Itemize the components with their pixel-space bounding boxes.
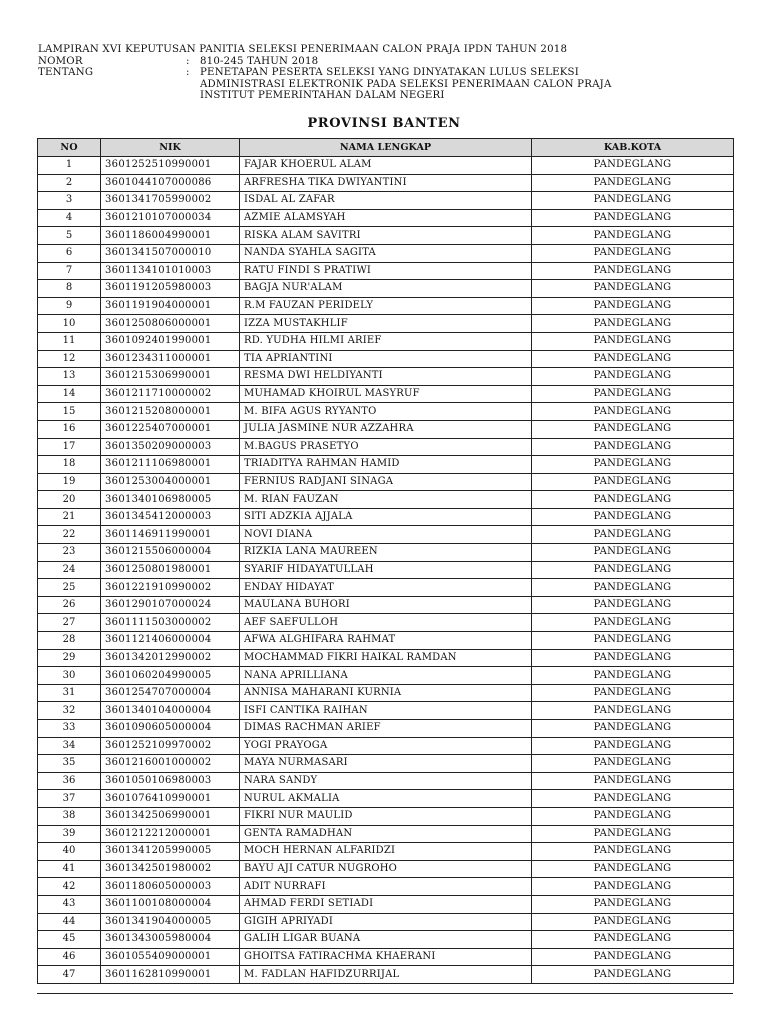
row-kab-kota: PANDEGLANG <box>532 297 734 315</box>
row-nama-lengkap: SITI ADZKIA AJJALA <box>240 508 532 526</box>
row-nama-lengkap: YOGI PRAYOGA <box>240 737 532 755</box>
row-kab-kota: PANDEGLANG <box>532 473 734 491</box>
table-row <box>38 878 734 896</box>
column-header-nama-lengkap: NAMA LENGKAP <box>240 139 532 157</box>
row-number: 27 <box>38 614 101 632</box>
row-nama-lengkap: ANNISA MAHARANI KURNIA <box>240 684 532 702</box>
row-nik: 3601341205990005 <box>101 843 240 861</box>
row-nik: 3601345412000003 <box>101 508 240 526</box>
header-nomor-colon: : <box>186 55 190 67</box>
row-nama-lengkap: MAYA NURMASARI <box>240 755 532 773</box>
row-kab-kota: PANDEGLANG <box>532 456 734 474</box>
row-nik: 3601060204990005 <box>101 667 240 685</box>
row-nama-lengkap: ISDAL AL ZAFAR <box>240 192 532 210</box>
row-nik: 3601186004990001 <box>101 227 240 245</box>
row-number: 12 <box>38 350 101 368</box>
row-kab-kota: PANDEGLANG <box>532 561 734 579</box>
row-nama-lengkap: MAULANA BUHORI <box>240 596 532 614</box>
row-nama-lengkap: GALIH LIGAR BUANA <box>240 931 532 949</box>
row-number: 5 <box>38 227 101 245</box>
table-row <box>38 174 734 192</box>
row-kab-kota: PANDEGLANG <box>532 825 734 843</box>
row-kab-kota: PANDEGLANG <box>532 438 734 456</box>
row-number: 40 <box>38 843 101 861</box>
row-number: 7 <box>38 262 101 280</box>
row-nik: 3601250801980001 <box>101 561 240 579</box>
row-nik: 3601342506990001 <box>101 807 240 825</box>
table-row <box>38 368 734 386</box>
table-row <box>38 508 734 526</box>
province-title: PROVINSI BANTEN <box>307 116 461 131</box>
row-kab-kota: PANDEGLANG <box>532 878 734 896</box>
row-nik: 3601343005980004 <box>101 931 240 949</box>
row-number: 1 <box>38 157 101 175</box>
row-kab-kota: PANDEGLANG <box>532 684 734 702</box>
table-row <box>38 491 734 509</box>
header-nomor-row <box>38 56 738 68</box>
row-number: 32 <box>38 702 101 720</box>
row-number: 22 <box>38 526 101 544</box>
row-number: 37 <box>38 790 101 808</box>
row-nama-lengkap: AEF SAEFULLOH <box>240 614 532 632</box>
table-row <box>38 843 734 861</box>
row-kab-kota: PANDEGLANG <box>532 702 734 720</box>
header-tentang-row <box>38 67 738 102</box>
row-nik: 3601216001000002 <box>101 755 240 773</box>
row-nama-lengkap: FIKRI NUR MAULID <box>240 807 532 825</box>
header-tentang-value <box>200 67 738 102</box>
table-row <box>38 948 734 966</box>
row-nama-lengkap: RIZKIA LANA MAUREEN <box>240 544 532 562</box>
table-row <box>38 561 734 579</box>
row-number: 35 <box>38 755 101 773</box>
row-nama-lengkap: FERNIUS RADJANI SINAGA <box>240 473 532 491</box>
row-nik: 3601254707000004 <box>101 684 240 702</box>
table-row <box>38 227 734 245</box>
row-number: 26 <box>38 596 101 614</box>
table-row <box>38 966 734 984</box>
column-header-no: NO <box>38 139 101 157</box>
row-number: 25 <box>38 579 101 597</box>
row-number: 28 <box>38 632 101 650</box>
row-nama-lengkap: RESMA DWI HELDIYANTI <box>240 368 532 386</box>
table-row <box>38 192 734 210</box>
row-kab-kota: PANDEGLANG <box>532 895 734 913</box>
row-nama-lengkap: ENDAY HIDAYAT <box>240 579 532 597</box>
row-kab-kota: PANDEGLANG <box>532 157 734 175</box>
row-number: 20 <box>38 491 101 509</box>
row-nik: 3601250806000001 <box>101 315 240 333</box>
row-nama-lengkap: DIMAS RACHMAN ARIEF <box>240 720 532 738</box>
table-row <box>38 157 734 175</box>
row-nik: 3601252510990001 <box>101 157 240 175</box>
row-nama-lengkap: NANA APRILLIANA <box>240 667 532 685</box>
row-number: 14 <box>38 385 101 403</box>
table-row <box>38 526 734 544</box>
row-kab-kota: PANDEGLANG <box>532 632 734 650</box>
row-number: 3 <box>38 192 101 210</box>
header-nomor-value: 810-245 TAHUN 2018 <box>200 55 319 67</box>
row-nik: 3601055409000001 <box>101 948 240 966</box>
row-nik: 3601253004000001 <box>101 473 240 491</box>
row-number: 34 <box>38 737 101 755</box>
row-nama-lengkap: NANDA SYAHLA SAGITA <box>240 244 532 262</box>
row-nik: 3601290107000024 <box>101 596 240 614</box>
row-kab-kota: PANDEGLANG <box>532 262 734 280</box>
header-tentang-line: PENETAPAN PESERTA SELEKSI YANG DINYATAKAN LULUS SELEKSI <box>200 67 579 78</box>
row-nik: 3601211710000002 <box>101 385 240 403</box>
row-nik: 3601215306990001 <box>101 368 240 386</box>
table-row <box>38 332 734 350</box>
row-nama-lengkap: M. FADLAN HAFIDZURRIJAL <box>240 966 532 984</box>
table-body <box>38 157 734 984</box>
row-kab-kota: PANDEGLANG <box>532 579 734 597</box>
row-kab-kota: PANDEGLANG <box>532 209 734 227</box>
table-row <box>38 385 734 403</box>
row-nik: 3601076410990001 <box>101 790 240 808</box>
row-nik: 3601044107000086 <box>101 174 240 192</box>
table-row <box>38 438 734 456</box>
row-nama-lengkap: NARA SANDY <box>240 772 532 790</box>
row-nama-lengkap: ISFI CANTIKA RAIHAN <box>240 702 532 720</box>
table-row <box>38 262 734 280</box>
table-row <box>38 596 734 614</box>
table-row <box>38 350 734 368</box>
table-row <box>38 807 734 825</box>
row-nik: 3601212212000001 <box>101 825 240 843</box>
row-nik: 3601341507000010 <box>101 244 240 262</box>
row-nik: 3601341904000005 <box>101 913 240 931</box>
table-row <box>38 772 734 790</box>
row-kab-kota: PANDEGLANG <box>532 843 734 861</box>
table-row <box>38 737 734 755</box>
row-number: 19 <box>38 473 101 491</box>
table-row <box>38 403 734 421</box>
row-nama-lengkap: NURUL AKMALIA <box>240 790 532 808</box>
row-number: 15 <box>38 403 101 421</box>
table-row <box>38 456 734 474</box>
row-kab-kota: PANDEGLANG <box>532 491 734 509</box>
row-kab-kota: PANDEGLANG <box>532 649 734 667</box>
row-kab-kota: PANDEGLANG <box>532 244 734 262</box>
row-nama-lengkap: M. BIFA AGUS RYYANTO <box>240 403 532 421</box>
row-nama-lengkap: MOCH HERNAN ALFARIDZI <box>240 843 532 861</box>
row-nik: 3601162810990001 <box>101 966 240 984</box>
header-tentang-label: TENTANG <box>38 67 94 78</box>
table-row <box>38 755 734 773</box>
row-nik: 3601225407000001 <box>101 420 240 438</box>
row-kab-kota: PANDEGLANG <box>532 544 734 562</box>
row-nama-lengkap: BAYU AJI CATUR NUGROHO <box>240 860 532 878</box>
table-row <box>38 790 734 808</box>
row-nama-lengkap: AFWA ALGHIFARA RAHMAT <box>240 632 532 650</box>
row-nama-lengkap: NOVI DIANA <box>240 526 532 544</box>
table-row <box>38 209 734 227</box>
row-nik: 3601090605000004 <box>101 720 240 738</box>
row-nik: 3601252109970002 <box>101 737 240 755</box>
row-kab-kota: PANDEGLANG <box>532 385 734 403</box>
row-nama-lengkap: MUHAMAD KHOIRUL MASYRUF <box>240 385 532 403</box>
table-row <box>38 931 734 949</box>
row-nama-lengkap: MOCHAMMAD FIKRI HAIKAL RAMDAN <box>240 649 532 667</box>
table-row <box>38 244 734 262</box>
row-kab-kota: PANDEGLANG <box>532 192 734 210</box>
row-number: 44 <box>38 913 101 931</box>
row-kab-kota: PANDEGLANG <box>532 368 734 386</box>
table-row <box>38 649 734 667</box>
row-nama-lengkap: GHOITSA FATIRACHMA KHAERANI <box>240 948 532 966</box>
header-tentang-colon: : <box>186 67 190 78</box>
row-kab-kota: PANDEGLANG <box>532 350 734 368</box>
row-number: 29 <box>38 649 101 667</box>
table-row <box>38 473 734 491</box>
row-number: 21 <box>38 508 101 526</box>
row-nama-lengkap: RISKA ALAM SAVITRI <box>240 227 532 245</box>
header-tentang-line: INSTITUT PEMERINTAHAN DALAM NEGERI <box>200 90 445 101</box>
row-number: 42 <box>38 878 101 896</box>
row-nik: 3601350209000003 <box>101 438 240 456</box>
row-nama-lengkap: AHMAD FERDI SETIADI <box>240 895 532 913</box>
table-row <box>38 860 734 878</box>
row-kab-kota: PANDEGLANG <box>532 420 734 438</box>
document-header <box>38 44 738 102</box>
row-nama-lengkap: M.BAGUS PRASETYO <box>240 438 532 456</box>
row-nik: 3601121406000004 <box>101 632 240 650</box>
table-row <box>38 684 734 702</box>
row-number: 39 <box>38 825 101 843</box>
row-nik: 3601342012990002 <box>101 649 240 667</box>
column-header-kab-kota: KAB.KOTA <box>532 139 734 157</box>
row-number: 4 <box>38 209 101 227</box>
row-kab-kota: PANDEGLANG <box>532 790 734 808</box>
row-kab-kota: PANDEGLANG <box>532 931 734 949</box>
table-row <box>38 280 734 298</box>
row-number: 16 <box>38 420 101 438</box>
table-row <box>38 702 734 720</box>
row-kab-kota: PANDEGLANG <box>532 737 734 755</box>
row-number: 11 <box>38 332 101 350</box>
row-nik: 3601111503000002 <box>101 614 240 632</box>
header-nomor-label: NOMOR <box>38 55 83 67</box>
table-row <box>38 297 734 315</box>
header-tentang-line: ADMINISTRASI ELEKTRONIK PADA SELEKSI PENERIMAAN CALON PRAJA <box>200 78 612 90</box>
table-row <box>38 895 734 913</box>
row-nik: 3601234311000001 <box>101 350 240 368</box>
row-number: 30 <box>38 667 101 685</box>
row-number: 9 <box>38 297 101 315</box>
row-number: 17 <box>38 438 101 456</box>
table-row <box>38 825 734 843</box>
row-number: 6 <box>38 244 101 262</box>
row-kab-kota: PANDEGLANG <box>532 526 734 544</box>
row-number: 8 <box>38 280 101 298</box>
row-nama-lengkap: AZMIE ALAMSYAH <box>240 209 532 227</box>
row-number: 23 <box>38 544 101 562</box>
table-row <box>38 913 734 931</box>
row-number: 47 <box>38 966 101 984</box>
row-number: 43 <box>38 895 101 913</box>
row-number: 45 <box>38 931 101 949</box>
row-nama-lengkap: TIA APRIANTINI <box>240 350 532 368</box>
row-nik: 3601340104000004 <box>101 702 240 720</box>
row-nama-lengkap: RATU FINDI S PRATIWI <box>240 262 532 280</box>
row-nama-lengkap: M. RIAN FAUZAN <box>240 491 532 509</box>
table-row <box>38 614 734 632</box>
row-kab-kota: PANDEGLANG <box>532 772 734 790</box>
row-nik: 3601215208000001 <box>101 403 240 421</box>
row-nama-lengkap: FAJAR KHOERUL ALAM <box>240 157 532 175</box>
row-kab-kota: PANDEGLANG <box>532 280 734 298</box>
row-number: 13 <box>38 368 101 386</box>
table-row <box>38 667 734 685</box>
participants-table <box>37 138 734 984</box>
row-kab-kota: PANDEGLANG <box>532 315 734 333</box>
table-row <box>38 315 734 333</box>
row-number: 10 <box>38 315 101 333</box>
row-nama-lengkap: IZZA MUSTAKHLIF <box>240 315 532 333</box>
row-nama-lengkap: ARFRESHA TIKA DWIYANTINI <box>240 174 532 192</box>
row-nik: 3601340106980005 <box>101 491 240 509</box>
row-kab-kota: PANDEGLANG <box>532 860 734 878</box>
row-number: 36 <box>38 772 101 790</box>
row-nik: 3601134101010003 <box>101 262 240 280</box>
row-nik: 3601211106980001 <box>101 456 240 474</box>
row-nama-lengkap: GIGIH APRIYADI <box>240 913 532 931</box>
row-nama-lengkap: SYARIF HIDAYATULLAH <box>240 561 532 579</box>
row-kab-kota: PANDEGLANG <box>532 332 734 350</box>
row-kab-kota: PANDEGLANG <box>532 966 734 984</box>
row-nama-lengkap: RD. YUDHA HILMI ARIEF <box>240 332 532 350</box>
row-number: 41 <box>38 860 101 878</box>
row-kab-kota: PANDEGLANG <box>532 227 734 245</box>
row-kab-kota: PANDEGLANG <box>532 403 734 421</box>
row-kab-kota: PANDEGLANG <box>532 755 734 773</box>
row-nama-lengkap: TRIADITYA RAHMAN HAMID <box>240 456 532 474</box>
row-kab-kota: PANDEGLANG <box>532 913 734 931</box>
row-kab-kota: PANDEGLANG <box>532 174 734 192</box>
row-number: 31 <box>38 684 101 702</box>
row-kab-kota: PANDEGLANG <box>532 948 734 966</box>
row-number: 46 <box>38 948 101 966</box>
column-header-nik: NIK <box>101 139 240 157</box>
row-nama-lengkap: BAGJA NUR'ALAM <box>240 280 532 298</box>
table-row <box>38 632 734 650</box>
row-nik: 3601210107000034 <box>101 209 240 227</box>
table-row <box>38 579 734 597</box>
row-nik: 3601050106980003 <box>101 772 240 790</box>
row-nik: 3601146911990001 <box>101 526 240 544</box>
row-number: 24 <box>38 561 101 579</box>
row-nik: 3601100108000004 <box>101 895 240 913</box>
row-number: 2 <box>38 174 101 192</box>
row-number: 38 <box>38 807 101 825</box>
row-nik: 3601191205980003 <box>101 280 240 298</box>
table-row <box>38 420 734 438</box>
row-nik: 3601341705990002 <box>101 192 240 210</box>
row-nama-lengkap: JULIA JASMINE NUR AZZAHRA <box>240 420 532 438</box>
row-kab-kota: PANDEGLANG <box>532 596 734 614</box>
row-nik: 3601342501980002 <box>101 860 240 878</box>
row-nama-lengkap: R.M FAUZAN PERIDELY <box>240 297 532 315</box>
row-kab-kota: PANDEGLANG <box>532 508 734 526</box>
row-kab-kota: PANDEGLANG <box>532 720 734 738</box>
row-kab-kota: PANDEGLANG <box>532 614 734 632</box>
row-nama-lengkap: ADIT NURRAFI <box>240 878 532 896</box>
row-number: 33 <box>38 720 101 738</box>
row-nik: 3601215506000004 <box>101 544 240 562</box>
footer-divider <box>37 993 733 994</box>
table-row <box>38 720 734 738</box>
table-row <box>38 544 734 562</box>
row-number: 18 <box>38 456 101 474</box>
table-header-row <box>38 139 734 157</box>
row-nik: 3601092401990001 <box>101 332 240 350</box>
row-kab-kota: PANDEGLANG <box>532 667 734 685</box>
row-nik: 3601221910990002 <box>101 579 240 597</box>
row-nik: 3601191904000001 <box>101 297 240 315</box>
row-kab-kota: PANDEGLANG <box>532 807 734 825</box>
row-nama-lengkap: GENTA RAMADHAN <box>240 825 532 843</box>
header-decree-title: LAMPIRAN XVI KEPUTUSAN PANITIA SELEKSI PENERIMAAN CALON PRAJA IPDN TAHUN 2018 <box>38 44 568 55</box>
row-nik: 3601180605000003 <box>101 878 240 896</box>
